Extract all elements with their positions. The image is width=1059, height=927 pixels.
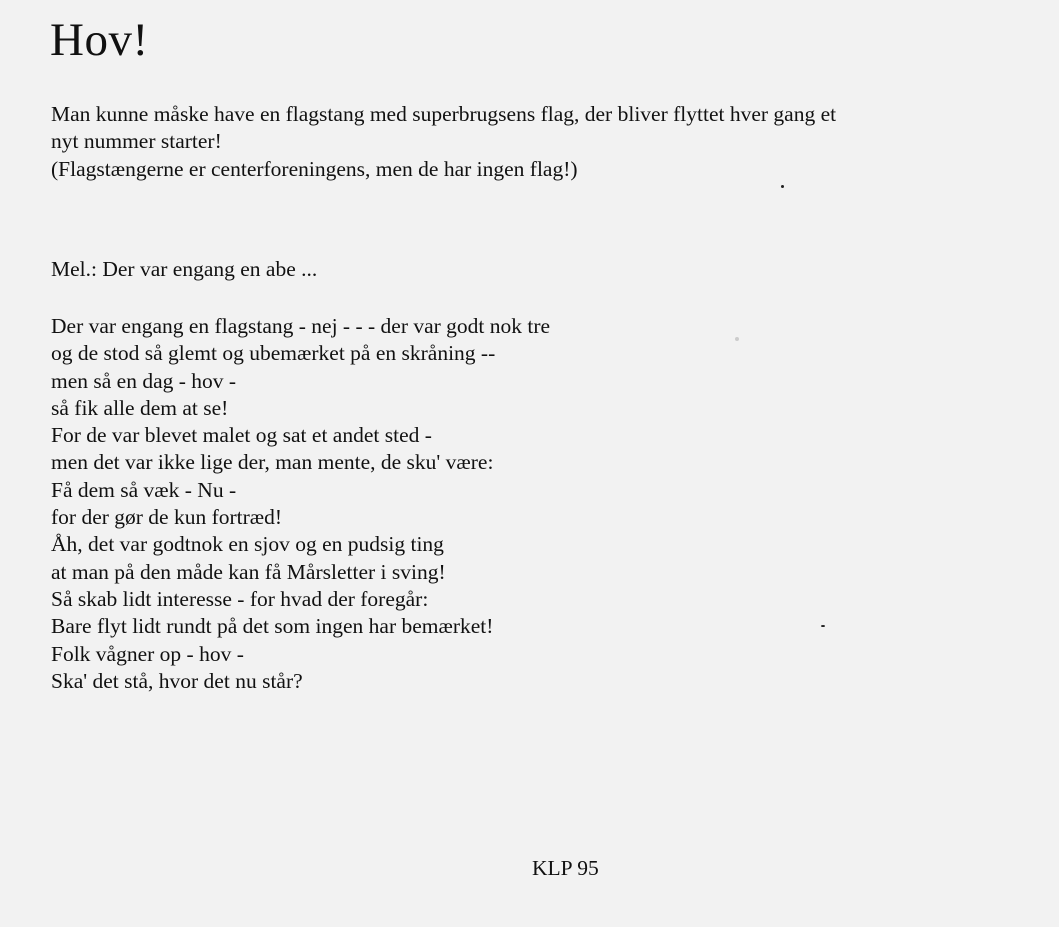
song-verse [51, 313, 550, 695]
verse-line: men så en dag - hov - [51, 368, 237, 393]
verse-line: at man på den måde kan få Mårsletter i sving! [51, 559, 446, 584]
scan-speck [735, 337, 739, 341]
scan-speck [781, 185, 784, 188]
page-title: Hov! [50, 14, 149, 66]
verse-line: og de stod så glemt og ubemærket på en skråning -- [51, 341, 496, 366]
verse-line: Der var engang en flagstang - nej - - - der var godt nok tre [51, 314, 551, 338]
intro-line: Man kunne måske have en flagstang med superbrugsens flag, der bliver flyttet hver gang et [51, 102, 837, 126]
verse-line: For de var blevet malet og sat et andet sted - [51, 423, 432, 448]
verse-line: Så skab lidt interesse - for hvad der foregår: [51, 586, 429, 611]
intro-line: nyt nummer starter! [51, 129, 222, 154]
verse-line: for der gør de kun fortræd! [51, 505, 283, 530]
verse-line: Ska' det stå, hvor det nu står? [51, 668, 303, 693]
verse-line: Åh, det var godtnok en sjov og en pudsig ting [51, 532, 444, 557]
scan-speck [821, 625, 825, 627]
verse-line: Folk vågner op - hov - [51, 641, 244, 666]
verse-line: så fik alle dem at se! [51, 395, 229, 420]
verse-line: Bare flyt lidt rundt på det som ingen har bemærket! [51, 614, 494, 639]
signature: KLP 95 [532, 856, 599, 880]
melody-line: Mel.: Der var engang en abe ... [51, 257, 318, 281]
intro-line: (Flagstængerne er centerforeningens, men de har ingen flag!) [51, 156, 578, 181]
intro-paragraph [51, 101, 836, 183]
verse-line: men det var ikke lige der, man mente, de sku' være: [51, 450, 494, 475]
verse-line: Få dem så væk - Nu - [51, 477, 237, 502]
